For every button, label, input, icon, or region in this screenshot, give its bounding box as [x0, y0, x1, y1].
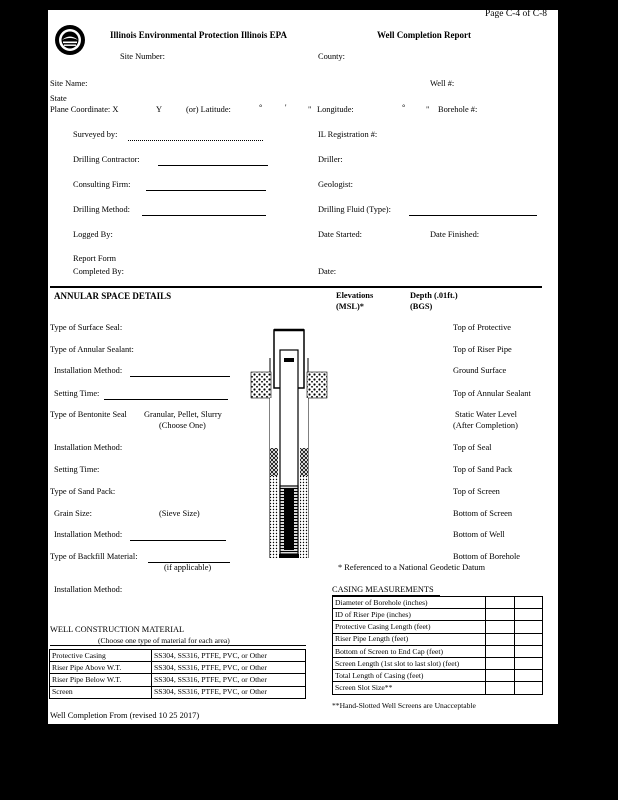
well-number-label: Well #: [430, 79, 455, 88]
drilling-fluid-line[interactable] [409, 215, 537, 216]
annular-sealant-label: Type of Annular Sealant: [50, 345, 134, 354]
if-applicable-note: (if applicable) [164, 563, 212, 572]
completed-by-label: Completed By: [73, 267, 124, 276]
y-coordinate-label: Y [156, 105, 163, 114]
report-title: Well Completion Report [377, 30, 471, 40]
page-number: Page C-4 of C-8 [485, 10, 548, 19]
state-label: State [50, 94, 67, 103]
casing-value-cell[interactable] [486, 657, 515, 669]
installation-method-1-line[interactable] [130, 376, 230, 377]
casing-value-cell[interactable] [514, 682, 543, 694]
agency-name: Illinois Environmental Protection Illinois EPA [110, 30, 288, 40]
bentonite-options: Granular, Pellet, Slurry [144, 410, 222, 419]
casing-value-cell[interactable] [486, 597, 515, 609]
casing-row [333, 633, 543, 645]
hand-slotted-note: **Hand-Slotted Well Screens are Unacceptable [332, 701, 476, 710]
construction-row [50, 686, 306, 698]
casing-value-cell[interactable] [514, 609, 543, 621]
construction-row [50, 650, 306, 662]
il-registration-label: IL Registration #: [318, 130, 378, 139]
casing-value-cell[interactable] [486, 609, 515, 621]
construction-area-label: Riser Pipe Above W.T. [50, 662, 152, 674]
casing-row [333, 621, 543, 633]
casing-row-label: Riser Pipe Length (feet) [333, 633, 486, 645]
bgs-header: (BGS) [410, 302, 433, 311]
casing-row [333, 609, 543, 621]
casing-value-cell[interactable] [514, 633, 543, 645]
date-started-label: Date Started: [318, 230, 362, 239]
site-number-label: Site Number: [120, 52, 165, 61]
casing-row [333, 645, 543, 657]
site-name-label: Site Name: [50, 79, 88, 88]
casing-row [333, 597, 543, 609]
casing-value-cell[interactable] [514, 621, 543, 633]
bottom-well-label: Bottom of Well [453, 530, 505, 539]
bentonite-seal-label: Type of Bentonite Seal [50, 410, 127, 419]
casing-value-cell[interactable] [514, 670, 543, 682]
construction-underline [50, 645, 306, 646]
casing-measurements-table [332, 596, 543, 695]
drilling-method-line[interactable] [142, 215, 266, 216]
casing-value-cell[interactable] [514, 645, 543, 657]
casing-value-cell[interactable] [514, 597, 543, 609]
casing-row-label: Protective Casing Length (feet) [333, 621, 486, 633]
construction-material-options[interactable]: SS304, SS316, PTFE, PVC, or Other [152, 674, 306, 686]
installation-method-3-line[interactable] [130, 540, 226, 541]
plane-coordinate-label: Plane Coordinate: X [50, 105, 119, 114]
setting-time-2-label: Setting Time: [54, 465, 100, 474]
county-label: County: [318, 52, 345, 61]
section-divider [50, 286, 542, 288]
construction-material-title: WELL CONSTRUCTION MATERIAL [50, 625, 185, 634]
latitude-degree-mark: ° [259, 103, 263, 112]
top-annular-label: Top of Annular Sealant [453, 389, 531, 398]
grain-size-label: Grain Size: [54, 509, 92, 518]
well-diagram [248, 328, 330, 560]
construction-row [50, 674, 306, 686]
surface-seal-label: Type of Surface Seal: [50, 323, 123, 332]
report-page [48, 10, 558, 724]
logged-by-label: Logged By: [73, 230, 113, 239]
construction-area-label: Protective Casing [50, 650, 152, 662]
datum-note: * Referenced to a National Geodetic Datum [338, 563, 485, 572]
top-sand-label: Top of Sand Pack [453, 465, 513, 474]
casing-value-cell[interactable] [486, 670, 515, 682]
construction-material-table [49, 649, 306, 699]
sieve-size-note: (Sieve Size) [159, 509, 200, 518]
drilling-method-label: Drilling Method: [73, 205, 130, 214]
static-water-label: Static Water Level [455, 410, 517, 419]
casing-row-label: Total Length of Casing (feet) [333, 670, 486, 682]
latitude-second-mark: " [308, 105, 312, 114]
casing-value-cell[interactable] [486, 645, 515, 657]
casing-row-label: Screen Slot Size** [333, 682, 486, 694]
date-finished-label: Date Finished: [430, 230, 480, 239]
top-seal-label: Top of Seal [453, 443, 492, 452]
backfill-material-label: Type of Backfill Material: [50, 552, 138, 561]
casing-row-label: ID of Riser Pipe (inches) [333, 609, 486, 621]
casing-row [333, 670, 543, 682]
borehole-number-label: Borehole #: [438, 105, 478, 114]
driller-label: Driller: [318, 155, 343, 164]
longitude-label: Longitude: [317, 105, 354, 114]
date-label: Date: [318, 267, 337, 276]
casing-value-cell[interactable] [514, 657, 543, 669]
setting-time-1-label: Setting Time: [54, 389, 100, 398]
after-completion-note: (After Completion) [453, 421, 518, 430]
construction-material-options[interactable]: SS304, SS316, PTFE, PVC, or Other [152, 662, 306, 674]
casing-row [333, 657, 543, 669]
construction-material-options[interactable]: SS304, SS316, PTFE, PVC, or Other [152, 686, 306, 698]
installation-method-4-label: Installation Method: [54, 585, 123, 594]
casing-row-label: Screen Length (1st slot to last slot) (feet) [333, 657, 486, 669]
surveyed-by-line[interactable] [128, 140, 263, 141]
annular-space-title: ANNULAR SPACE DETAILS [54, 291, 172, 301]
construction-area-label: Riser Pipe Below W.T. [50, 674, 152, 686]
casing-value-cell[interactable] [486, 633, 515, 645]
drilling-contractor-line[interactable] [158, 165, 268, 166]
geologist-label: Geologist: [318, 180, 353, 189]
top-screen-label: Top of Screen [453, 487, 500, 496]
casing-row-label: Bottom of Screen to End Cap (feet) [333, 645, 486, 657]
casing-row [333, 682, 543, 694]
construction-material-subtitle: (Choose one type of material for each area) [98, 636, 230, 645]
drilling-contractor-label: Drilling Contractor: [73, 155, 140, 164]
bottom-screen-label: Bottom of Screen [453, 509, 513, 518]
depth-header: Depth (.01ft.) [410, 291, 458, 300]
ground-surface-label: Ground Surface [453, 366, 507, 375]
drilling-fluid-label: Drilling Fluid (Type): [318, 205, 391, 214]
bottom-borehole-label: Bottom of Borehole [453, 552, 520, 561]
latitude-label: (or) Latitude: [186, 105, 231, 114]
surveyed-by-label: Surveyed by: [73, 130, 118, 139]
construction-area-label: Screen [50, 686, 152, 698]
setting-time-1-line[interactable] [104, 399, 228, 400]
longitude-degree-mark: ° [402, 103, 406, 112]
construction-row [50, 662, 306, 674]
choose-one-note: (Choose One) [159, 421, 206, 430]
casing-value-cell[interactable] [486, 682, 515, 694]
casing-measurements-title: CASING MEASUREMENTS [332, 585, 434, 594]
casing-value-cell[interactable] [486, 621, 515, 633]
top-protective-label: Top of Protective [453, 323, 512, 332]
elevations-header: Elevations [336, 291, 374, 300]
construction-material-options[interactable]: SS304, SS316, PTFE, PVC, or Other [152, 650, 306, 662]
report-form-label: Report Form [73, 254, 117, 263]
msl-header: (MSL)* [336, 302, 364, 311]
longitude-second-mark: " [426, 105, 430, 114]
illinois-epa-logo-icon [54, 24, 86, 56]
consulting-firm-line[interactable] [146, 190, 266, 191]
consulting-firm-label: Consulting Firm: [73, 180, 131, 189]
top-riser-label: Top of Riser Pipe [453, 345, 512, 354]
installation-method-1-label: Installation Method: [54, 366, 123, 375]
footer-revision: Well Completion From (revised 10 25 2017) [50, 711, 200, 720]
casing-row-label: Diameter of Borehole (inches) [333, 597, 486, 609]
installation-method-2-label: Installation Method: [54, 443, 123, 452]
sand-pack-label: Type of Sand Pack: [50, 487, 116, 496]
installation-method-3-label: Installation Method: [54, 530, 123, 539]
latitude-minute-mark: ' [285, 103, 287, 112]
